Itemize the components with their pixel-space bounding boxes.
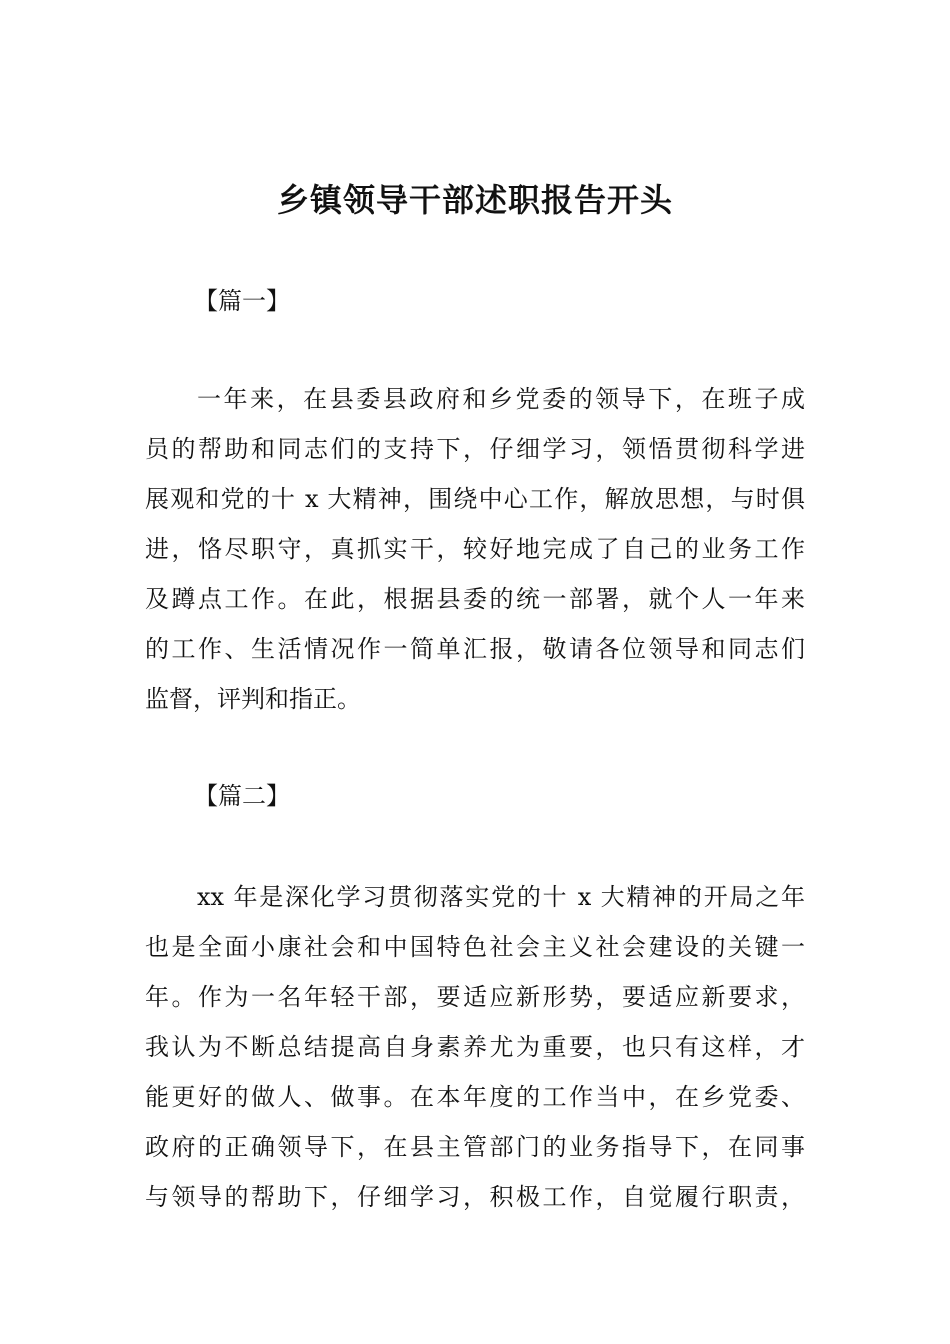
- paragraph-line: 一年来，在县委县政府和乡党委的领导下，在班子成: [197, 385, 805, 413]
- paragraph-line: 年。作为一名年轻干部，要适应新形势，要适应新要求，: [145, 983, 805, 1011]
- paragraph-line: 与领导的帮助下，仔细学习，积极工作，自觉履行职责，: [145, 1183, 805, 1211]
- paragraph-line: 员的帮助和同志们的支持下，仔细学习，领悟贯彻科学进: [145, 435, 805, 463]
- paragraph-line: 能更好的做人、做事。在本年度的工作当中，在乡党委、: [145, 1083, 805, 1111]
- paragraph-line: 的工作、生活情况作一简单汇报，敬请各位领导和同志们: [145, 635, 805, 663]
- document-title: 乡镇领导干部述职报告开头: [276, 181, 673, 219]
- paragraph-line: 我认为不断总结提高自身素养尤为重要，也只有这样，才: [145, 1033, 805, 1061]
- section-heading-1: 【篇一】: [194, 287, 290, 315]
- paragraph-line: 进，恪尽职守，真抓实干，较好地完成了自己的业务工作: [145, 535, 805, 563]
- paragraph-line: xx 年是深化学习贯彻落实党的十 x 大精神的开局之年: [197, 883, 805, 911]
- paragraph-line: 也是全面小康社会和中国特色社会主义社会建设的关键一: [145, 933, 805, 961]
- section-2-paragraph: [145, 872, 805, 1222]
- section-heading-2: 【篇二】: [194, 782, 290, 810]
- paragraph-line: 监督，评判和指正。: [145, 685, 361, 713]
- paragraph-line: 及蹲点工作。在此，根据县委的统一部署，就个人一年来: [145, 585, 805, 613]
- section-1-paragraph: [145, 374, 805, 724]
- paragraph-line: 政府的正确领导下，在县主管部门的业务指导下，在同事: [145, 1133, 805, 1161]
- paragraph-line: 展观和党的十 x 大精神，围绕中心工作，解放思想，与时俱: [145, 485, 805, 513]
